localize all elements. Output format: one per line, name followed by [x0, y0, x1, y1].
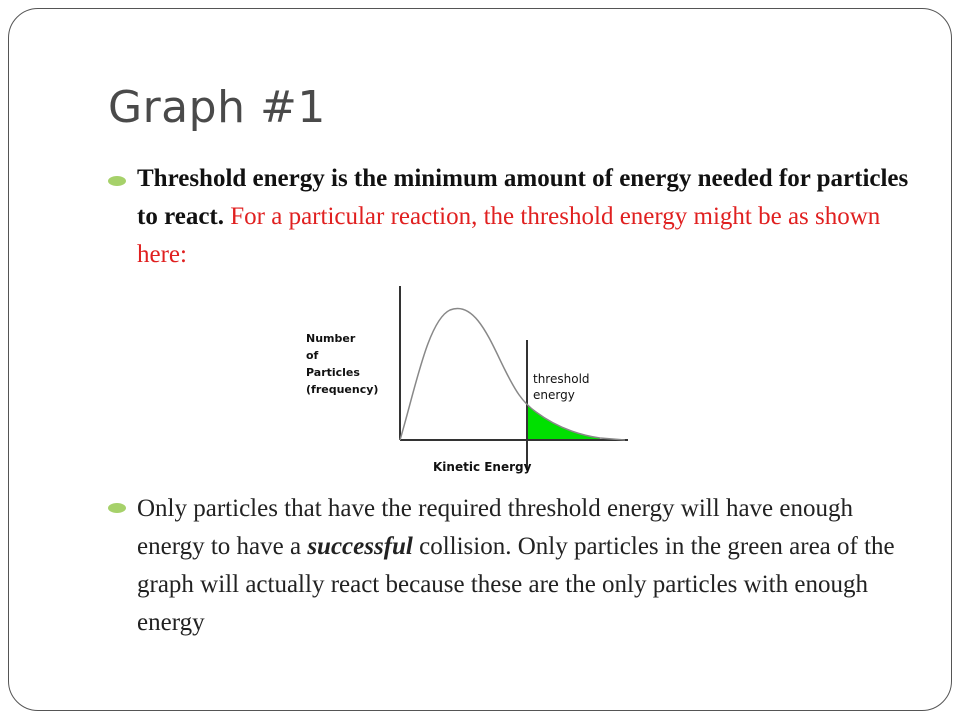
slide-title: Graph #1	[108, 82, 326, 133]
y-axis-label-line-2: of	[306, 349, 319, 362]
x-axis-label: Kinetic Energy	[433, 460, 532, 474]
bullet-2-text-after: collision. Only particles in the green area of the graph will actually react because these are the only particles with enough energy	[137, 533, 895, 636]
y-axis-label-line-3: Particles	[306, 366, 360, 379]
bullet-2-emphasis: successful	[307, 533, 413, 560]
threshold-label-line-2: energy	[533, 388, 575, 402]
y-axis-label-line-1: Number	[306, 332, 356, 345]
bullet-marker	[108, 176, 126, 186]
threshold-label-line-1: threshold	[533, 372, 590, 386]
bullet-1-red-text: For a particular reaction, the threshold energy might be as shown here:	[137, 203, 881, 268]
distribution-curve	[400, 308, 625, 440]
threshold-energy-graph	[300, 280, 640, 480]
bullet-marker	[108, 503, 126, 513]
bullet-1-bold-text: Threshold energy is the minimum amount of energy needed for particles to react.	[137, 165, 909, 230]
bullet-1-text	[137, 160, 917, 270]
threshold-area-fill	[527, 405, 600, 440]
bullet-2-text-before: Only particles that have the required threshold energy will have enough energy to have a	[137, 495, 853, 560]
bullet-2-text	[137, 490, 917, 642]
y-axis-label-line-4: (frequency)	[306, 383, 379, 396]
